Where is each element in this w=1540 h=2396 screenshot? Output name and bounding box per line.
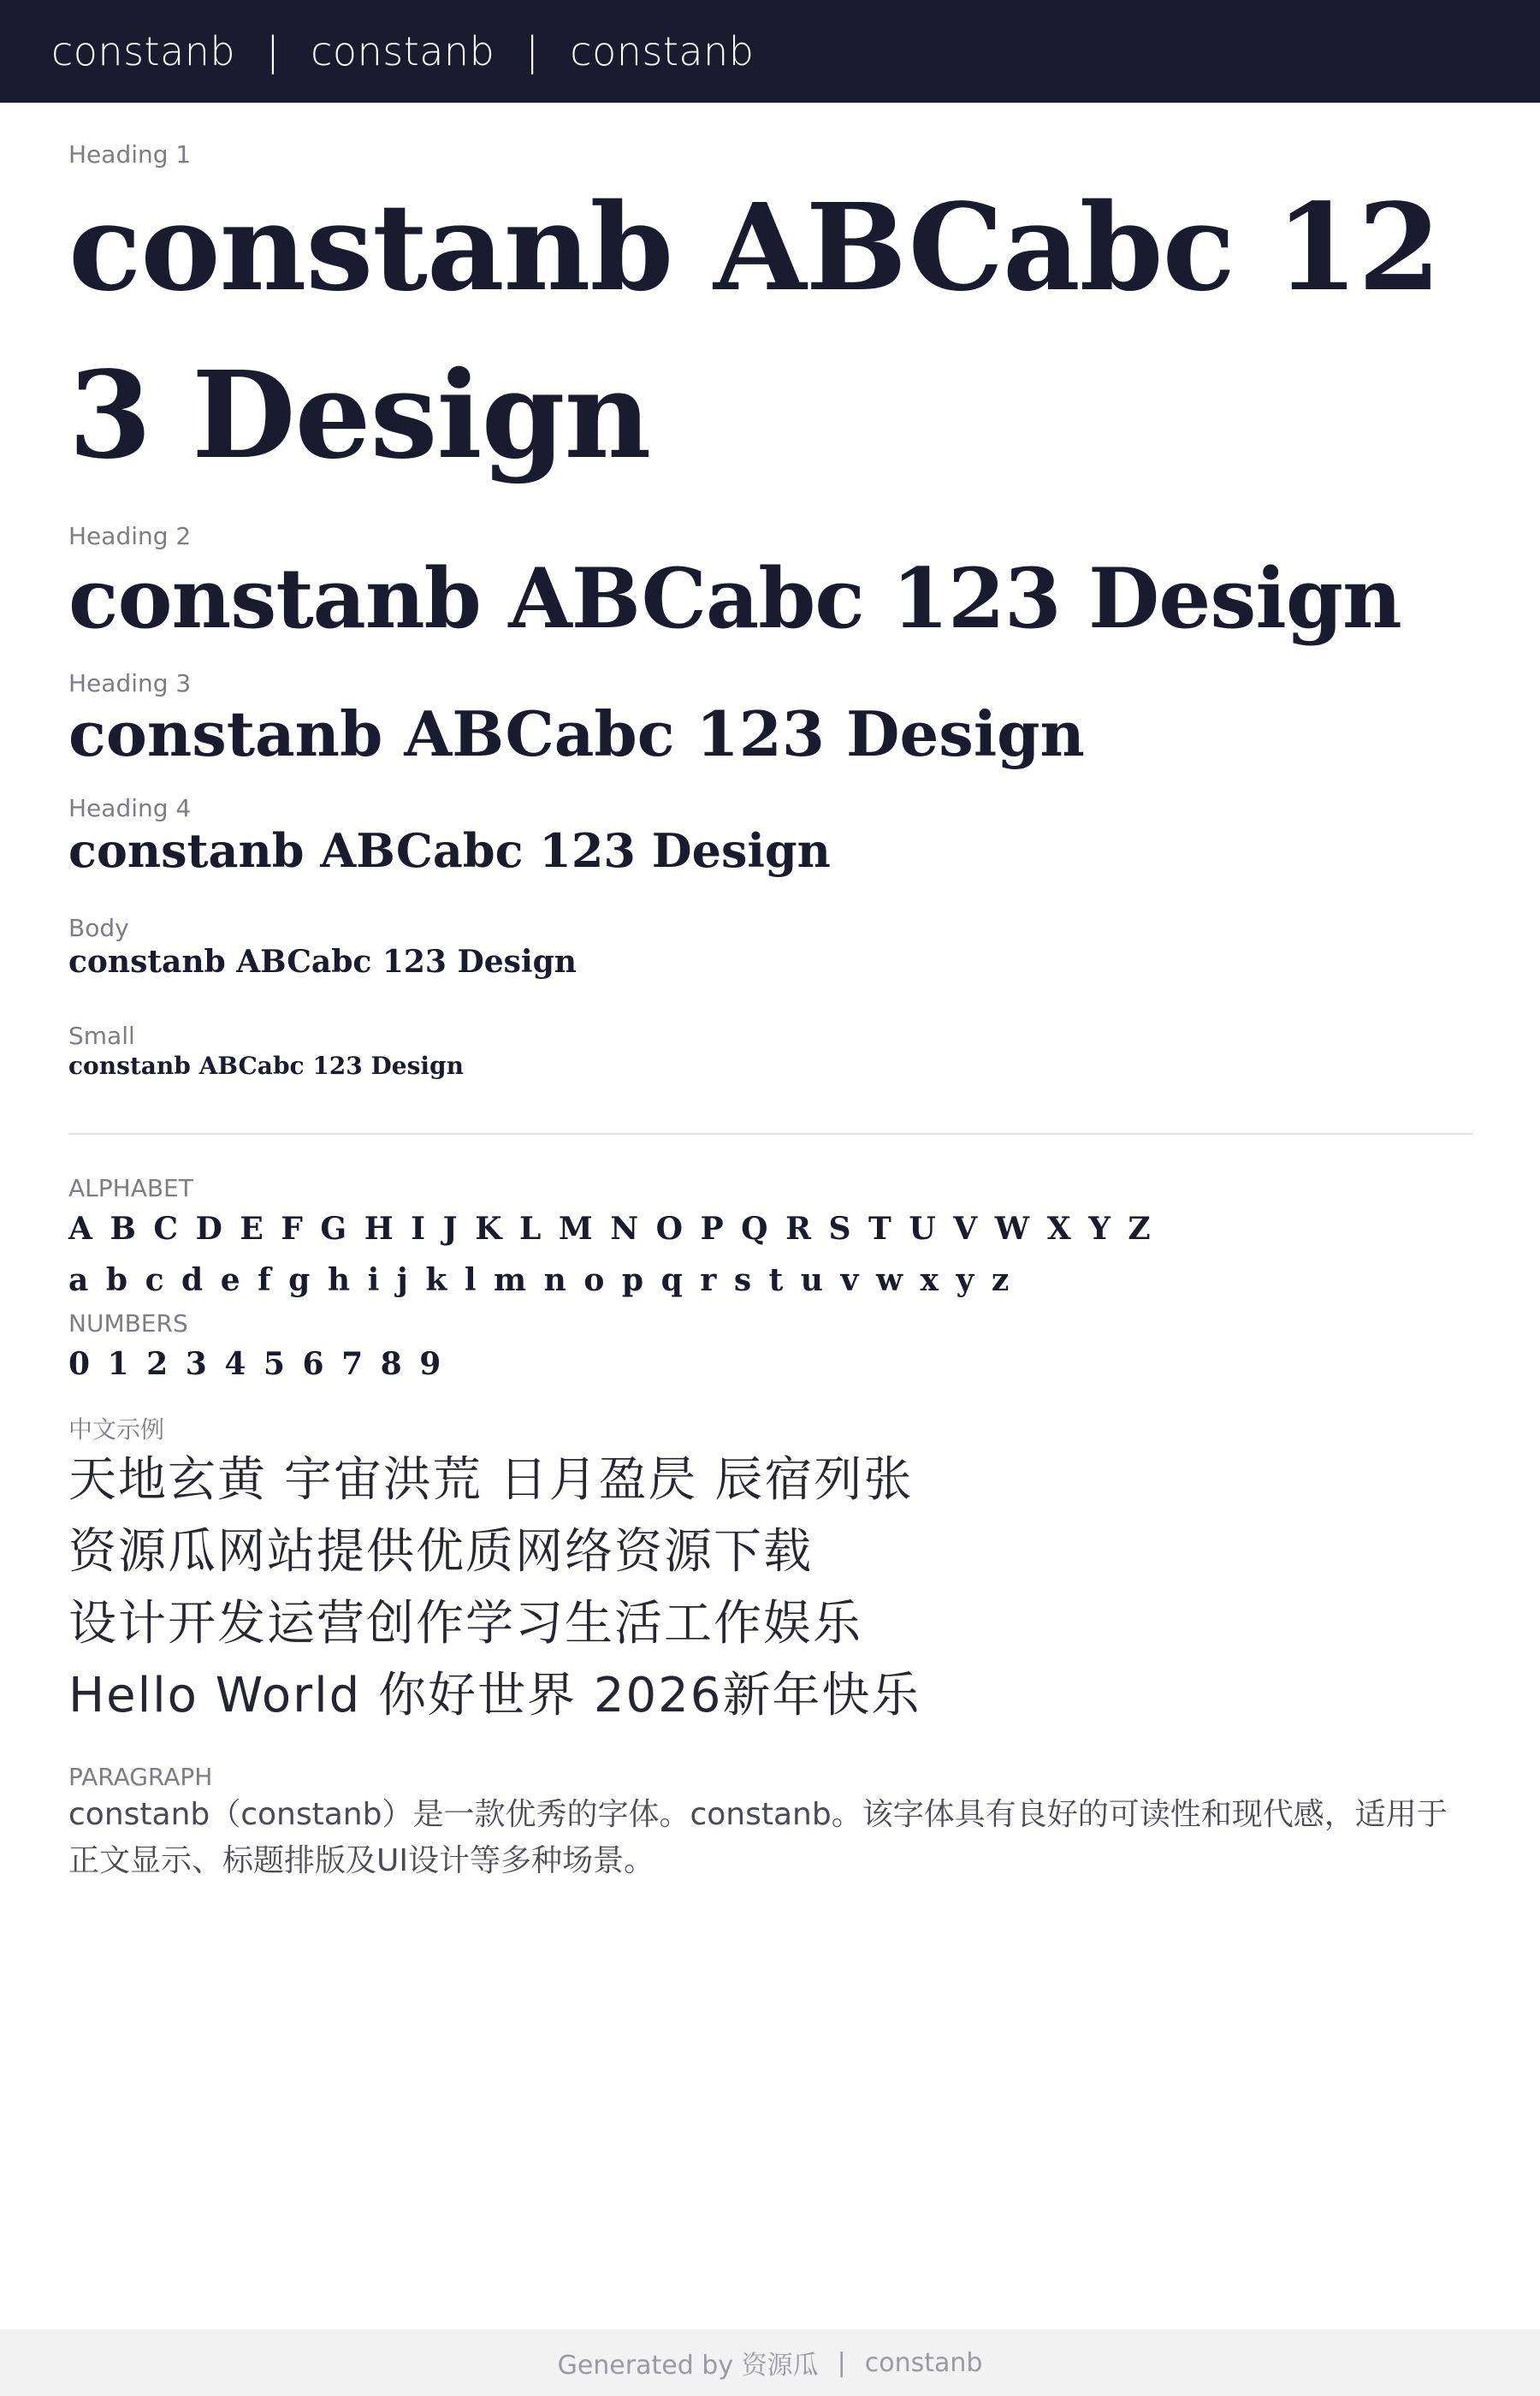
header-bar	[0, 0, 1540, 103]
heading-1-sample: constanb ABCabc 123 Design	[68, 178, 1441, 486]
body-sample: constanb ABCabc 123 Design	[68, 944, 577, 980]
chinese-line-3: 设计开发运营创作学习生活工作娱乐	[68, 1596, 862, 1652]
chinese-line-2: 资源瓜网站提供优质网络资源下载	[68, 1524, 813, 1580]
header-separator-1: |	[266, 28, 281, 74]
alphabet-lowercase: a b c d e f g h i j k l m n o p q r s t u v w x y z	[68, 1262, 1013, 1298]
header-title-2: constanb	[311, 28, 495, 74]
header-title-1: constanb	[51, 28, 236, 74]
heading-4-label: Heading 4	[68, 794, 192, 822]
chinese-label: 中文示例	[68, 1415, 165, 1444]
paragraph-label: PARAGRAPH	[68, 1763, 213, 1791]
footer-font-name: constanb	[864, 2347, 983, 2378]
small-label: Small	[68, 1022, 135, 1050]
alphabet-label: ALPHABET	[68, 1174, 193, 1202]
paragraph-text: constanb（constanb）是一款优秀的字体。constanb。该字体具有良好的可读性和现代感，适用于正文显示、标题排版及UI设计等多种场景。	[68, 1797, 1448, 1878]
alphabet-uppercase: A B C D E F G H I J K L M N O P Q R S T U V W X Y Z	[68, 1211, 1154, 1247]
heading-2-label: Heading 2	[68, 522, 192, 550]
heading-3-sample: constanb ABCabc 123 Design	[68, 697, 1085, 770]
heading-4-sample: constanb ABCabc 123 Design	[68, 823, 831, 878]
header-title-3: constanb	[570, 28, 755, 74]
footer-separator: |	[837, 2347, 846, 2378]
header-separator-2: |	[525, 28, 540, 74]
chinese-samples	[68, 1444, 1473, 1732]
chinese-line-1: 天地玄黄 宇宙洪荒 日月盈昃 辰宿列张	[68, 1452, 914, 1508]
chinese-line-4: Hello World 你好世界 2026新年快乐	[68, 1668, 921, 1723]
specimen-content	[68, 103, 1473, 1884]
heading-3-label: Heading 3	[68, 669, 192, 697]
heading-2-sample: constanb ABCabc 123 Design	[68, 550, 1401, 647]
small-sample: constanb ABCabc 123 Design	[68, 1052, 464, 1080]
heading-1-label: Heading 1	[68, 140, 192, 169]
footer-generated: Generated by 资源瓜	[557, 2351, 819, 2381]
section-divider	[68, 1133, 1473, 1135]
numbers-label: NUMBERS	[68, 1309, 188, 1337]
body-label: Body	[68, 914, 129, 942]
footer-bar	[0, 2329, 1540, 2396]
numbers-digits: 0 1 2 3 4 5 6 7 8 9	[68, 1346, 445, 1382]
